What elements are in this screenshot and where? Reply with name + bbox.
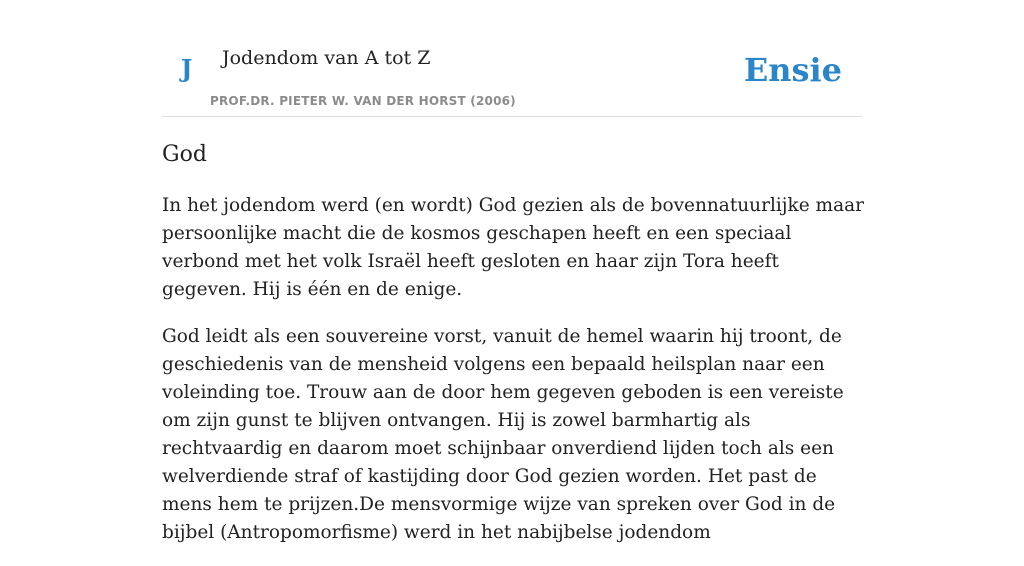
article-body	[162, 192, 864, 566]
article-title: God	[162, 142, 207, 167]
article-paragraph: God leidt als een souvereine vorst, vanuit de hemel waarin hij troont, de geschiedenis van de mensheid volgens een bepaald heilsplan naar een voleinding toe. Trouw aan de door hem gegeven geboden is een vereiste om zijn gunst te blijven ontvangen. Hij is zowel barmhartig als rechtvaardig en daarom moet schijnbaar onverdiend lijden toch als een welverdiende straf of kastijding door God gezien worden. Het past de mens hem te prijzen.De mensvormige wijze van spreken over God in de bijbel (Antropomorfisme) werd in het nabijbelse jodendom	[162, 326, 844, 543]
book-title-link[interactable]: Jodendom van A tot Z	[222, 47, 431, 69]
book-header	[162, 0, 862, 117]
author-credit: PROF.DR. PIETER W. VAN DER HORST (2006)	[210, 94, 516, 108]
article-paragraph: In het jodendom werd (en wordt) God gezien als de bovennatuurlijke maar persoonlijke macht die de kosmos geschapen heeft en een speciaal verbond met het volk Israël heeft gesloten en haar zijn Tora heeft gegeven. Hij is één en de enige.	[162, 195, 864, 300]
ensie-logo[interactable]: Ensie	[743, 51, 842, 89]
book-letter-badge: J	[181, 54, 193, 83]
